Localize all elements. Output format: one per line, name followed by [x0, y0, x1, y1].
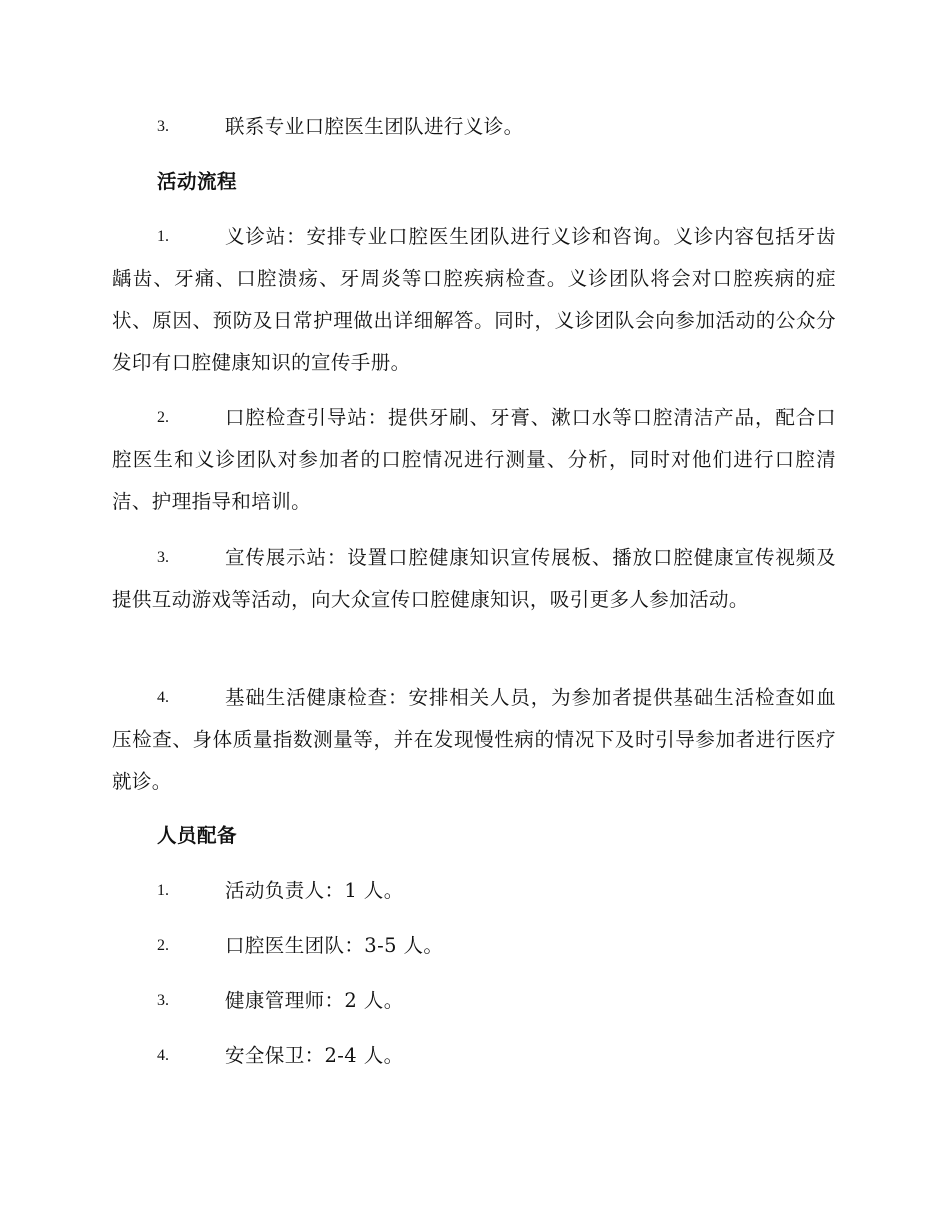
list-text: 基础生活健康检查：安排相关人员，为参加者提供基础生活检查如血压检查、身体质量指数测量等，并在发现慢性病的情况下及时引导参加者进行医疗就诊。: [112, 686, 836, 793]
list-number: 2.: [157, 937, 169, 954]
list-item: [112, 397, 836, 523]
list-number: 1.: [157, 228, 169, 245]
list-text: 安全保卫：2-4 人。: [225, 1044, 404, 1067]
list-item: [112, 870, 836, 912]
list-text: 活动负责人：1 人。: [225, 879, 404, 902]
list-text: 健康管理师：2 人。: [225, 989, 404, 1012]
list-number: 3.: [157, 118, 169, 135]
list-item: [112, 537, 836, 621]
list-item: [112, 106, 836, 148]
list-text: 口腔医生团队：3-5 人。: [225, 934, 444, 957]
list-number: 3.: [157, 549, 169, 566]
list-text: 联系专业口腔医生团队进行义诊。: [225, 115, 524, 138]
list-number: 4.: [157, 689, 169, 706]
list-item: [112, 677, 836, 803]
list-item: [112, 216, 836, 384]
section-heading-process: 活动流程: [157, 170, 238, 193]
list-text: 宣传展示站：设置口腔健康知识宣传展板、播放口腔健康宣传视频及提供互动游戏等活动，向大众宣传口腔健康知识，吸引更多人参加活动。: [112, 546, 836, 611]
list-item: [112, 1035, 836, 1077]
list-number: 3.: [157, 992, 169, 1009]
section-heading-staff: 人员配备: [157, 824, 238, 847]
list-item: [112, 980, 836, 1022]
list-number: 1.: [157, 882, 169, 899]
list-number: 2.: [157, 409, 169, 426]
list-text: 义诊站：安排专业口腔医生团队进行义诊和咨询。义诊内容包括牙齿龋齿、牙痛、口腔溃疡、牙周炎等口腔疾病检查。义诊团队将会对口腔疾病的症状、原因、预防及日常护理做出详细解答。同时，义诊团队会向参加活动的公众分发印有口腔健康知识的宣传手册。: [112, 225, 836, 374]
list-number: 4.: [157, 1047, 169, 1064]
list-item: [112, 925, 836, 967]
list-text: 口腔检查引导站：提供牙刷、牙膏、漱口水等口腔清洁产品，配合口腔医生和义诊团队对参加者的口腔情况进行测量、分析，同时对他们进行口腔清洁、护理指导和培训。: [112, 406, 836, 513]
